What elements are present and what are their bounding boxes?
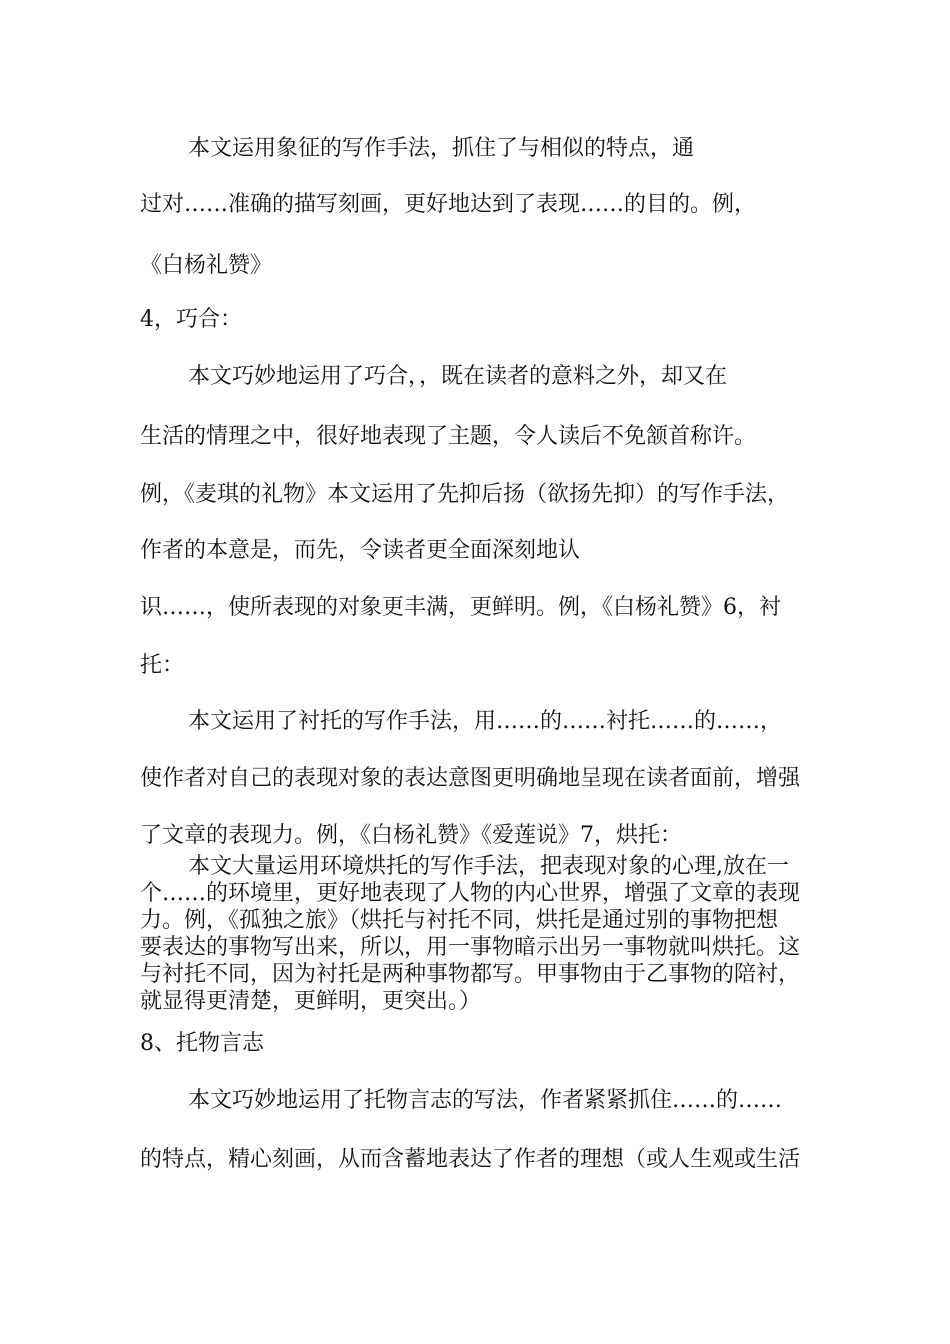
text-line: 托： xyxy=(140,653,185,678)
text-line: 本文巧妙地运用了托物言志的写法，作者紧紧抓住……的…… xyxy=(188,1088,783,1113)
text-line: 个……的环境里，更好地表现了人物的内心世界，增强了文章的表现 xyxy=(140,881,801,906)
text-line: 过对……准确的描写刻画，更好地达到了表现……的目的。例， xyxy=(140,192,757,217)
text-line: 使作者对自己的表现对象的表达意图更明确地呈现在读者面前，增强 xyxy=(140,766,801,791)
text-line: 与衬托不同，因为衬托是两种事物都写。甲事物由于乙事物的陪衬， xyxy=(140,962,801,987)
section-heading-4: 4，巧合： xyxy=(140,307,242,332)
text-line: 本文大量运用环境烘托的写作手法，把表现对象的心理,放在一 xyxy=(188,854,789,879)
text-line: 识……，使所表现的对象更丰满，更鲜明。例，《白杨礼赞》6，衬 xyxy=(140,595,781,620)
text-line: 例，《麦琪的礼物》本文运用了先抑后扬（欲扬先抑）的写作手法， xyxy=(140,482,790,507)
text-line: 《白杨礼赞》 xyxy=(140,253,273,278)
text-line: 就显得更清楚，更鲜明，更突出。） xyxy=(140,989,482,1014)
text-line: 了文章的表现力。例，《白杨礼赞》《爱莲说》7，烘托： xyxy=(140,823,682,848)
text-line: 本文运用象征的写作手法，抓住了与相似的特点，通 xyxy=(188,136,695,161)
text-line: 的特点，精心刻画，从而含蓄地表达了作者的理想（或人生观或生活 xyxy=(140,1147,801,1172)
text-line: 本文巧妙地运用了巧合，，既在读者的意料之外，却又在 xyxy=(188,364,728,389)
text-line: 生活的情理之中，很好地表现了主题，令人读后不免颔首称许。 xyxy=(140,424,757,449)
text-line: 本文运用了衬托的写作手法，用……的……衬托……的……， xyxy=(188,709,783,734)
text-line: 要表达的事物写出来，所以，用一事物暗示出另一事物就叫烘托。这 xyxy=(140,935,801,960)
section-heading-8: 8、托物言志 xyxy=(140,1031,264,1056)
text-line: 力。例，《孤独之旅》（烘托与衬托不同，烘托是通过别的事物把想 xyxy=(140,908,779,933)
text-line: 作者的本意是，而先，令读者更全面深刻地认 xyxy=(140,538,581,563)
